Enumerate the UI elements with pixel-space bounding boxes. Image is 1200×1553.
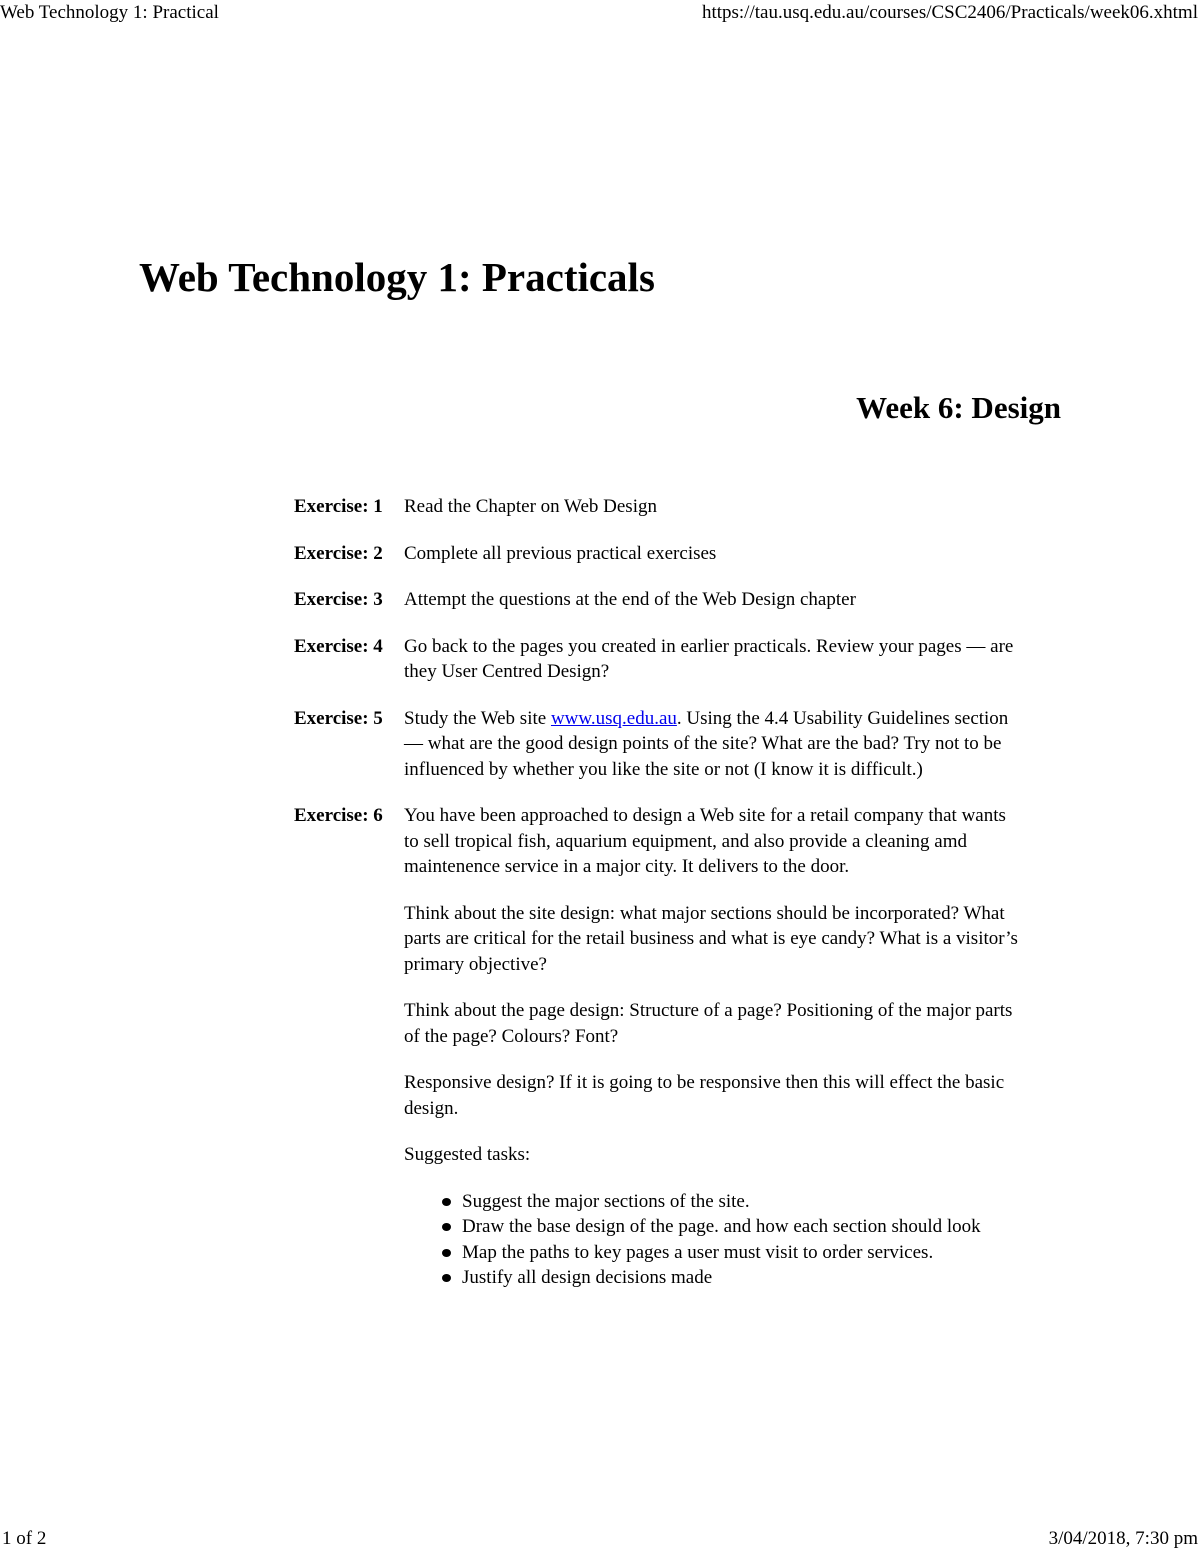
exercise-label: Exercise: 1: [294, 496, 383, 517]
exercise-text-after-link: . Using the 4.4 Usability Guidelines section — what are the good design points of the site? What are the bad? Try not to be influenced by whether you like the site or not (I know it is difficult.): [404, 707, 1009, 780]
task-item: [442, 1189, 1024, 1215]
exercise-label: Exercise: 5: [294, 707, 383, 729]
bullet-icon: [442, 1249, 451, 1257]
exercise-paragraph: Responsive design? If it is going to be responsive then this will effect the basic design.: [404, 1072, 1005, 1119]
exercise-text-before-link: Study the Web site: [404, 707, 551, 729]
task-item: [442, 1265, 1024, 1291]
exercise-text: Complete all previous practical exercises: [404, 542, 717, 564]
exercise-text: Read the Chapter on Web Design: [404, 496, 657, 517]
week-title: Week 6: Design: [856, 390, 1061, 425]
suggested-task-list: [404, 1189, 1024, 1291]
exercise-paragraph: Think about the page design: Structure of a page? Positioning of the major parts of the page? Colours? Font?: [404, 1000, 1013, 1047]
bullet-icon: [442, 1223, 451, 1231]
exercise-paragraph: You have been approached to design a Web site for a retail company that wants to sell tropical fish, aquarium equipment, and also provide a cleaning amd maintenence service in a major city. It delivers to the door.: [404, 805, 1006, 877]
task-text: Draw the base design of the page. and how each section should look: [462, 1216, 981, 1237]
exercise-text: Go back to the pages you created in earlier practicals. Review your pages — are they User Centred Design?: [404, 635, 1014, 682]
exercise-label: Exercise: 6: [294, 805, 383, 826]
exercise-label: Exercise: 4: [294, 635, 383, 657]
exercise-paragraph: Think about the site design: what major sections should be incorporated? What parts are critical for the retail business and what is eye candy? What is a visitor’s primary objective?: [404, 902, 1018, 975]
task-item: [442, 1240, 1024, 1266]
exercise-1: [294, 494, 1024, 520]
exercise-3: [294, 587, 1024, 613]
print-footer-datetime: 3/04/2018, 7:30 pm: [1048, 1528, 1198, 1549]
exercise-label: Exercise: 3: [294, 589, 383, 610]
task-text: Suggest the major sections of the site.: [462, 1190, 750, 1212]
exercise-body: [404, 803, 1024, 1291]
task-text: Map the paths to key pages a user must visit to order services.: [462, 1241, 934, 1263]
bullet-icon: [442, 1198, 451, 1206]
exercise-2: [294, 541, 1024, 567]
exercise-6: [294, 803, 1024, 1291]
print-footer-page: 1 of 2: [2, 1528, 47, 1549]
exercise-text: [404, 706, 1024, 783]
print-header-title: Web Technology 1: Practical: [0, 2, 219, 23]
suggested-tasks-heading: Suggested tasks:: [404, 1144, 531, 1165]
usq-website-link[interactable]: www.usq.edu.au: [550, 707, 677, 729]
exercise-5: [294, 706, 1024, 783]
exercise-text: Attempt the questions at the end of the Web Design chapter: [404, 589, 856, 610]
print-header-url: https://tau.usq.edu.au/courses/CSC2406/Practicals/week06.xhtml: [701, 2, 1198, 23]
bullet-icon: [442, 1274, 451, 1282]
task-text: Justify all design decisions made: [462, 1267, 713, 1288]
page-title: Web Technology 1: Practicals: [139, 254, 655, 300]
exercise-4: [294, 634, 1024, 685]
exercise-label: Exercise: 2: [294, 542, 383, 564]
exercise-list: [294, 494, 1024, 1312]
task-item: [442, 1214, 1024, 1240]
